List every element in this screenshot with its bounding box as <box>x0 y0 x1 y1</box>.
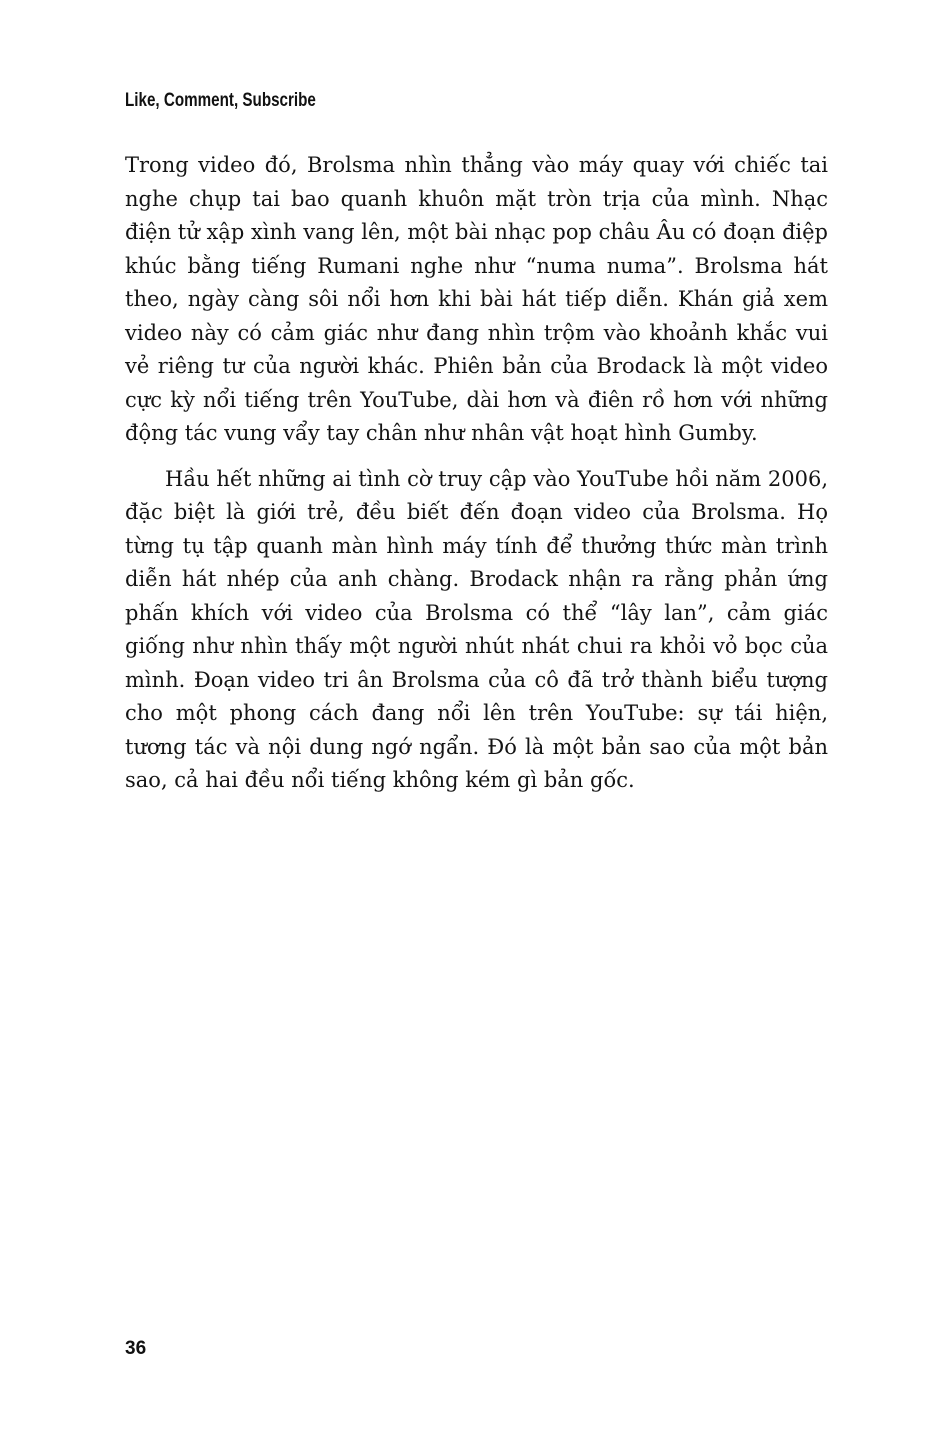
paragraph: Trong video đó, Brolsma nhìn thẳng vào máy quay với chiếc tai nghe chụp tai bao quanh khuôn mặt tròn trịa của mình. Nhạc điện tử xập xình vang lên, một bài nhạc pop châu Âu có đoạn điệp khúc bằng tiếng Rumani nghe như “numa numa”. Brolsma hát theo, ngày càng sôi nổi hơn khi bài hát tiếp diễn. Khán giả xem video này có cảm giác như đang nhìn trộm vào khoảnh khắc vui vẻ riêng tư của người khác. Phiên bản của Brodack là một video cực kỳ nổi tiếng trên YouTube, dài hơn và điên rồ hơn với những động tác vung vẩy tay chân như nhân vật hoạt hình Gumby. <box>125 153 828 445</box>
page-number: 36 <box>125 1338 147 1359</box>
running-header: Like, Comment, Subscribe <box>125 90 316 111</box>
paragraph: Hầu hết những ai tình cờ truy cập vào YouTube hồi năm 2006, đặc biệt là giới trẻ, đều biết đến đoạn video của Brolsma. Họ từng tụ tập quanh màn hình máy tính để thưởng thức màn trình diễn hát nhép của anh chàng. Brodack nhận ra rằng phản ứng phấn khích với video của Brolsma có thể “lây lan”, cảm giác giống như nhìn thấy một người nhút nhát chui ra khỏi vỏ bọc của mình. Đoạn video tri ân Brolsma của cô đã trở thành biểu tượng cho một phong cách đang nổi lên trên YouTube: sự tái hiện, tương tác và nội dung ngớ ngẩn. Đó là một bản sao của một bản sao, cả hai đều nổi tiếng không kém gì bản gốc. <box>125 466 828 792</box>
page-body <box>125 149 828 798</box>
